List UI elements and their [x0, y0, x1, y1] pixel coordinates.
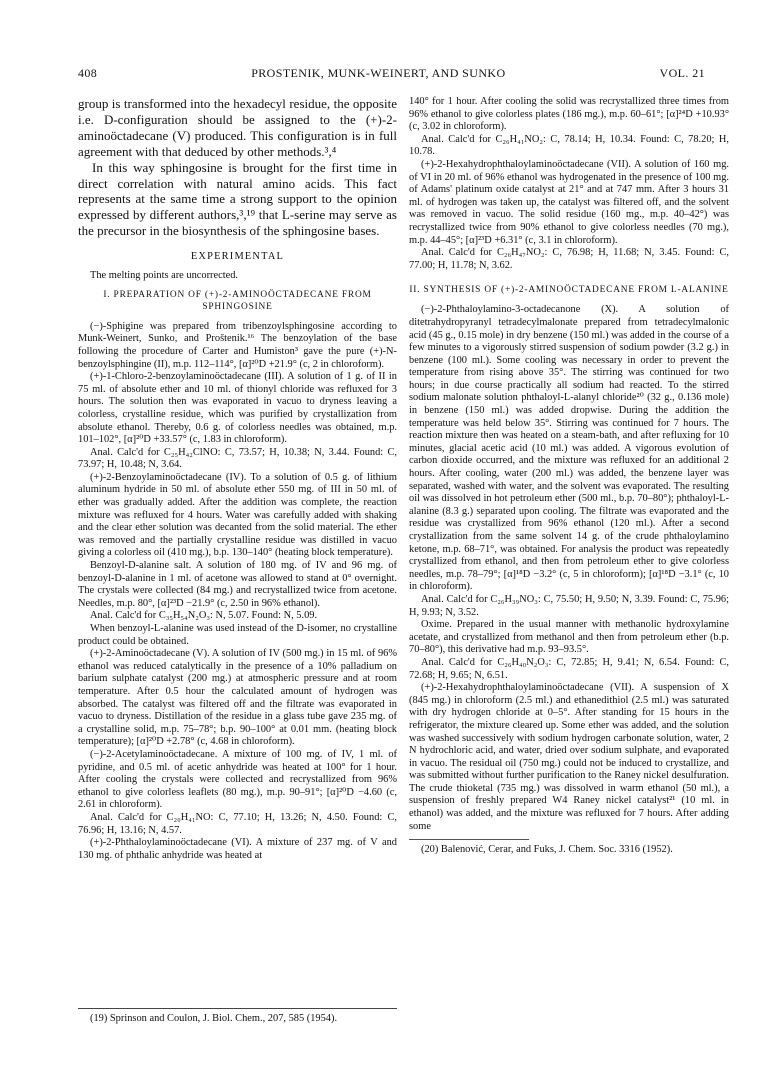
- paragraph: (−)-2-Acetylaminoöctadecane. A mixture of 100 mg. of IV, 1 ml. of pyridine, and 0.5 ml. of acetic anhydride was heated at 100° for 1 hour. After cooling the crystals were collected and recrystallized from 96% ethanol to give colorless leaflets (80 mg.), m.p. 90–91°; [α]²⁰D −4.60 (c, 2.61 in chloroform).: [78, 748, 397, 811]
- paragraph: Anal. Calc'd for C₂₆H₄₁NO₂: C, 78.14; H, 10.34. Found: C, 78.20; H, 10.78.: [409, 133, 729, 158]
- paragraph: (+)-2-Phthaloylaminoöctadecane (VI). A mixture of 237 mg. of V and 130 mg. of phthalic anhydride was heated at: [78, 837, 397, 861]
- intro-paragraph-1: group is transformed into the hexadecyl residue, the opposite i.e. D-configuration should be assigned to the (+)-2-aminoöctadecane (V) produced. This configuration is in full agreement with that deduced by other methods.³,⁴: [78, 96, 397, 159]
- footnote-19: (19) Sprinson and Coulon, J. Biol. Chem., 207, 585 (1954).: [90, 1013, 338, 1024]
- left-footnote: [78, 1013, 397, 1026]
- paragraph: (−)-2-Phthaloylamino-3-octadecanone (X). A solution of ditetrahydropyranyl tetradecylmalonate prepared from tetradecylmalonic acid (45 g., 0.15 mole) in dry benzene (150 ml.) was added in the course of a few minutes to a vigorously stirred suspension of sodium powder (3.2 g.) in benzene (100 ml.). Some cooling was necessary in order to prevent the temperature from rising above 35°. The stirring was continued for two hours; in due course practically all sodium had reacted. To the stirred sodium malonate solution phthaloyl-L-alanyl chloride²⁰ (32 g., 0.136 mole) in benzene (150 ml.) was added dropwise. During the addition the temperature was held below 35°. Stirring was continued for 7 hours. The reaction mixture then was heated on a steam-bath, and after refluxing for 10 minutes, glacial acetic acid (10 ml.) was added. A vigorous evolution of carbon dioxide occurred, and the mixture was refluxed for an additional 2 hours. After cooling, water (200 ml.) was added, the benzene layer was separated, washed with water, and the solvent was evaporated. The resulting oil was dissolved in hot petroleum ether (500 ml., b.p. 70–80°); phthaloyl-L-alanine (8.3 g.) separated upon cooling. The filtrate was evaporated and the residue was crystallized from 96% ethanol (120 ml.). After a second crystallization from the same solvent 14 g. of the crude phthaloylamino ketone, m.p. 68–71°, was obtained. For analysis the product was repeatedly crystallized from ethanol, and then from petroleum ether to give colorless needles, m.p. 78–79°; [α]¹⁸D −3.2° (c, 5 in chloroform); [α]¹⁸D −3.1° (c, 10 in chloroform).: [409, 304, 729, 593]
- paragraph: Anal. Calc'd for C₂₆H₃₉NO₃: C, 75.50; H, 9.50; N, 3.39. Found: C, 75.96; H, 9.93; N, 3.52.: [409, 593, 729, 618]
- paragraph: Anal. Calc'd for C₂₀H₄₁NO: C, 77.10; H, 13.26; N, 4.50. Found: C, 76.96; H, 13.16; N, 4.57.: [78, 811, 397, 836]
- section-1-heading: I. PREPARATION OF (+)-2-AMINOÖCTADECANE FROM SPHINGOSINE: [103, 289, 372, 312]
- paragraph: (−)-Sphigine was prepared from tribenzoylsphingosine according to Munk-Weinert, Sunko, and Proštenik.¹⁶ The benzoylation of the base following the procedure of Carter and Humiston³ gave the pure (+)-N-benzoylsphingine (II), m.p. 112–114°, [α]²⁰D +21.9° (c, 2 in chloroform).: [78, 320, 397, 370]
- paragraph: Anal. Calc'd for C₂₆H₄₇NO₂: C, 76.98; H, 11.68; N, 3.45. Found: C, 77.00; H, 11.78; N, 3.62.: [409, 247, 729, 271]
- section-2-heading: II. SYNTHESIS OF (+)-2-AMINOÖCTADECANE FROM L-ALANINE: [409, 285, 729, 296]
- intro-paragraph-2: In this way sphingosine is brought for the first time in direct correlation with natural amino acids. This fact represents at the same time a strong support to the opinion expressed by different authors,³,¹⁹ that L-serine may serve as the precursor in the biosynthesis of the sphingosine bases.: [78, 159, 397, 239]
- paragraph: 140° for 1 hour. After cooling the solid was recrystallized three times from 96% ethanol to give colorless plates (186 mg.), m.p. 60–61°; [α]²⁴D +10.93° (c, 3.02 in chloroform).: [409, 96, 729, 133]
- paragraph: (+)-2-Aminoöctadecane (V). A solution of IV (500 mg.) in 15 ml. of 96% ethanol was reduced catalytically in the presence of a 10% palladium on barium sulphate catalyst (200 mg.) at atmospheric pressure and at room temperature. After 0.5 hour the calculated amount of hydrogen was absorbed. The catalyst was filtered off and the filtrate was evaporated in vacuo to dryness. Distillation of the residue in a glass tube gave 235 mg. of a crystalline solid, m.p. 75–78°; b.p. 90–100° at 0.01 mm. (heating block temperature); [α]²⁰D +2.78° (c, 4.68 in chloroform).: [78, 648, 397, 748]
- paragraph: Oxime. Prepared in the usual manner with methanolic hydroxylamine acetate, and crystallized from methanol and then from petroleum ether (b.p. 70–80°), this derivative had m.p. 93–93.5°.: [409, 619, 729, 656]
- running-header: [78, 66, 705, 86]
- paragraph: When benzoyl-L-alanine was used instead of the D-isomer, no crystalline product could be obtained.: [78, 623, 397, 647]
- experimental-heading: EXPERIMENTAL: [190, 251, 285, 263]
- paragraph: (+)-1-Chloro-2-benzoylaminoöctadecane (III). A solution of 1 g. of II in 75 ml. of absolute ether and 10 ml. of thionyl chloride was refluxed for 3 hours. The solution then was evaporated in vacuo to dryness leaving a colorless, crystalline residue, which was purified by crystallization from absolute ethanol. Thereby, 0.6 g. of colorless needles was obtained, m.p. 101–102°, [α]²⁰D +33.57° (c, 1.83 in chloroform).: [78, 371, 397, 446]
- paragraph: Anal. Calc'd for C₂₆H₄₀N₂O₃: C, 72.85; H, 9.41; N, 6.54. Found: C, 72.68; H, 9.65; N, 6.51.: [409, 656, 729, 681]
- paragraph: Anal. Calc'd for C₃₅H₅₄N₂O₃: N, 5.07. Found: N, 5.09.: [90, 610, 318, 622]
- right-column: [409, 96, 729, 1036]
- running-title: PROSTENIK, MUNK-WEINERT, AND SUNKO: [251, 66, 506, 80]
- footnote-divider: [78, 1008, 397, 1009]
- paragraph: Anal. Calc'd for C₂₅H₄₂ClNO: C, 73.57; H, 10.38; N, 3.44. Found: C, 73.97; H, 10.48; N, 3.64.: [78, 446, 397, 471]
- footnote-divider: [409, 839, 529, 840]
- volume-label: VOL. 21: [659, 66, 705, 80]
- paragraph: (+)-2-Benzoylaminoöctadecane (IV). To a solution of 0.5 g. of lithium aluminum hydride in 50 ml. of absolute ether 550 mg. of III in 50 ml. of ether was gradually added. After the addition was complete, the reaction mixture was refluxed for 4 hours. Water was carefully added with shaking and the clear ether solution was decanted from the solid material. The ether was removed and the partially crystalline residue was distilled in vacuo giving a colorless oil (410 mg.), b.p. 130–140° (heating block temperature).: [78, 471, 397, 559]
- paragraph: Benzoyl-D-alanine salt. A solution of 180 mg. of IV and 96 mg. of benzoyl-D-alanine in 1 ml. of acetone was allowed to stand at 0° overnight. The crystals were collected (84 mg.) and recrystallized twice from acetone. Needles, m.p. 80°, [α]²³D −21.9° (c, 2.50 in 96% ethanol).: [78, 560, 397, 609]
- left-column: [78, 96, 397, 1006]
- footnote-20: (20) Balenović, Cerar, and Fuks, J. Chem. Soc. 3316 (1952).: [421, 844, 673, 856]
- page-number: 408: [78, 66, 98, 80]
- melting-note: The melting points are uncorrected.: [90, 270, 239, 282]
- paragraph: (+)-2-Hexahydrophthaloylaminoöctadecane (VII). A suspension of X (845 mg.) in chloroform (2.5 ml.) and ethanedithiol (2.5 ml.) was saturated with dry hydrogen chloride at 0–5°. After standing for 15 hours in the refrigerator, the mixture cleared up. Some ether was added, and the solution was washed successively with sodium hydrogen carbonate solution, water, 2 N hydrochloric acid, and water, dried over sodium sulphate, and evaporated in vacuo. The residual oil (750 mg.) could not be induced to crystallize, and was submitted without further purification to the Raney nickel desulfuration. The crude thioketal (735 mg.) was dissolved in warm ethanol (50 ml.), a suspension of freshly prepared W4 Raney nickel catalyst²¹ (10 ml. in ethanol) was added, and the mixture was refluxed for 7 hours. After adding some: [409, 682, 729, 832]
- paragraph: (+)-2-Hexahydrophthaloylaminoöctadecane (VII). A solution of 160 mg. of VI in 20 ml. of 96% ethanol was hydrogenated in the presence of 100 mg. of Adams' platinum oxide catalyst at 21° and at 747 mm. After 3 hours 31 ml. of hydrogen was taken up, the catalyst was filtered off, and the solvent was removed in vacuo. The solid residue (160 mg., m.p. 40–42°) was recrystallized twice from 90% ethanol to give colorless needles (70 mg.), m.p. 44–45°; [α]²³D +6.31° (c, 3.1 in chloroform).: [409, 158, 729, 246]
